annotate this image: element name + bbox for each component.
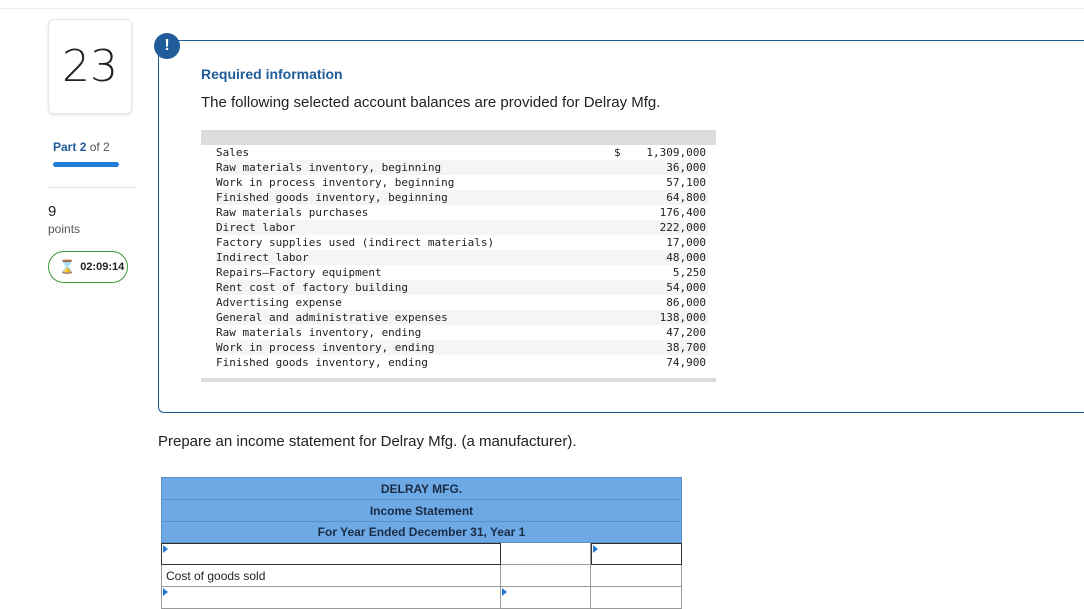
currency-symbol <box>614 161 624 174</box>
account-label: Raw materials purchases <box>216 206 369 219</box>
currency-symbol: $ <box>614 146 621 159</box>
account-amount: 64,800 <box>666 191 706 204</box>
account-amount-cell <box>614 326 708 339</box>
currency-symbol <box>614 326 624 339</box>
statement-title: Income Statement <box>161 499 682 521</box>
account-row <box>216 265 708 280</box>
account-row <box>216 280 708 295</box>
currency-symbol <box>614 251 624 264</box>
timer[interactable] <box>48 251 128 283</box>
statement-row <box>161 587 682 609</box>
account-row <box>216 175 708 190</box>
statement-total-input[interactable] <box>591 565 682 587</box>
account-amount: 57,100 <box>666 176 706 189</box>
statement-label-input[interactable] <box>161 565 501 587</box>
account-amount: 36,000 <box>666 161 706 174</box>
account-amount: 54,000 <box>666 281 706 294</box>
account-row <box>216 220 708 235</box>
account-label: General and administrative expenses <box>216 311 448 324</box>
account-label: Direct labor <box>216 221 296 234</box>
statement-amount-input[interactable] <box>501 587 591 609</box>
account-amount: 48,000 <box>666 251 706 264</box>
currency-symbol <box>614 311 624 324</box>
currency-symbol <box>614 266 624 279</box>
account-label: Work in process inventory, beginning <box>216 176 455 189</box>
account-label: Repairs—Factory equipment <box>216 266 382 279</box>
account-label: Factory supplies used (indirect materials) <box>216 236 495 249</box>
account-amount-cell <box>614 296 708 309</box>
account-amount: 17,000 <box>666 236 706 249</box>
account-amount-cell <box>614 236 708 249</box>
account-row <box>216 340 708 355</box>
account-label: Advertising expense <box>216 296 342 309</box>
statement-company: DELRAY MFG. <box>161 477 682 499</box>
statement-total-input[interactable] <box>591 587 682 609</box>
currency-symbol <box>614 356 624 369</box>
account-amount: 176,400 <box>659 206 706 219</box>
statement-amount-input[interactable] <box>501 543 591 565</box>
part-current: 2 <box>79 140 87 154</box>
account-label: Rent cost of factory building <box>216 281 409 294</box>
account-amount-cell <box>614 206 708 219</box>
currency-symbol <box>614 176 624 189</box>
currency-symbol <box>614 296 624 309</box>
account-amount: 5,250 <box>672 266 706 279</box>
statement-amount-input[interactable] <box>501 565 591 587</box>
dropdown-marker-icon <box>502 588 507 596</box>
account-amount-cell <box>614 191 708 204</box>
account-amount: 86,000 <box>666 296 706 309</box>
account-amount-cell <box>614 221 708 234</box>
income-statement-table <box>161 477 682 609</box>
dropdown-marker-icon <box>593 545 598 553</box>
currency-symbol <box>614 236 624 249</box>
question-number: 23 <box>48 19 132 114</box>
currency-symbol <box>614 191 624 204</box>
currency-symbol <box>614 281 624 294</box>
sidebar-divider <box>48 187 137 188</box>
currency-symbol <box>614 206 624 219</box>
account-label: Raw materials inventory, beginning <box>216 161 442 174</box>
account-label: Sales <box>216 146 250 159</box>
account-label: Indirect labor <box>216 251 309 264</box>
account-row <box>216 205 708 220</box>
required-info-title: Required information <box>201 66 343 82</box>
account-row <box>216 145 708 160</box>
account-amount-cell <box>614 251 708 264</box>
account-amount-cell <box>614 311 708 324</box>
account-row <box>216 160 708 175</box>
points-value: 9 <box>48 203 57 220</box>
account-label: Raw materials inventory, ending <box>216 326 422 339</box>
account-amount-cell <box>614 281 708 294</box>
account-amount: 138,000 <box>659 311 706 324</box>
currency-symbol <box>614 221 624 234</box>
statement-row-label: Cost of goods sold <box>166 568 266 583</box>
account-row <box>216 295 708 310</box>
account-row <box>216 235 708 250</box>
account-amount-cell <box>614 356 708 369</box>
account-row <box>216 190 708 205</box>
account-amount: 47,200 <box>666 326 706 339</box>
account-amount: 74,900 <box>666 356 706 369</box>
account-amount-cell <box>614 341 708 354</box>
account-row <box>216 310 708 325</box>
account-label: Finished goods inventory, ending <box>216 356 428 369</box>
part-of: of 2 <box>89 140 110 154</box>
account-amount: 222,000 <box>659 221 706 234</box>
account-balances-table <box>201 130 716 382</box>
account-row <box>216 325 708 340</box>
statement-period: For Year Ended December 31, Year 1 <box>161 521 682 543</box>
alert-icon: ! <box>154 33 180 59</box>
part-prefix: Part <box>53 140 77 154</box>
account-row <box>216 355 708 370</box>
statement-label-input[interactable] <box>161 587 501 609</box>
dropdown-marker-icon <box>163 545 168 553</box>
account-amount-cell <box>614 266 708 279</box>
account-label: Finished goods inventory, beginning <box>216 191 448 204</box>
points-label: points <box>48 222 81 236</box>
account-amount: 38,700 <box>666 341 706 354</box>
account-amount-cell <box>614 161 708 174</box>
account-amount-cell <box>614 146 708 159</box>
statement-row <box>161 565 682 587</box>
timer-value: 02:09:14 <box>80 261 125 273</box>
account-label: Work in process inventory, ending <box>216 341 435 354</box>
hourglass-icon: ⌛ <box>59 259 76 274</box>
currency-symbol <box>614 341 624 354</box>
top-divider <box>0 8 1084 9</box>
statement-row <box>161 543 682 565</box>
dropdown-marker-icon <box>163 588 168 596</box>
part-progress-bar <box>53 162 119 167</box>
part-indicator <box>53 140 110 154</box>
account-amount-cell <box>614 176 708 189</box>
statement-total-input[interactable] <box>591 543 682 565</box>
account-amount: 1,309,000 <box>646 146 706 159</box>
account-row <box>216 250 708 265</box>
prompt-text: Prepare an income statement for Delray Mfg. (a manufacturer). <box>158 433 577 450</box>
statement-label-input[interactable] <box>161 543 501 565</box>
required-info-text: The following selected account balances are provided for Delray Mfg. <box>201 94 661 111</box>
